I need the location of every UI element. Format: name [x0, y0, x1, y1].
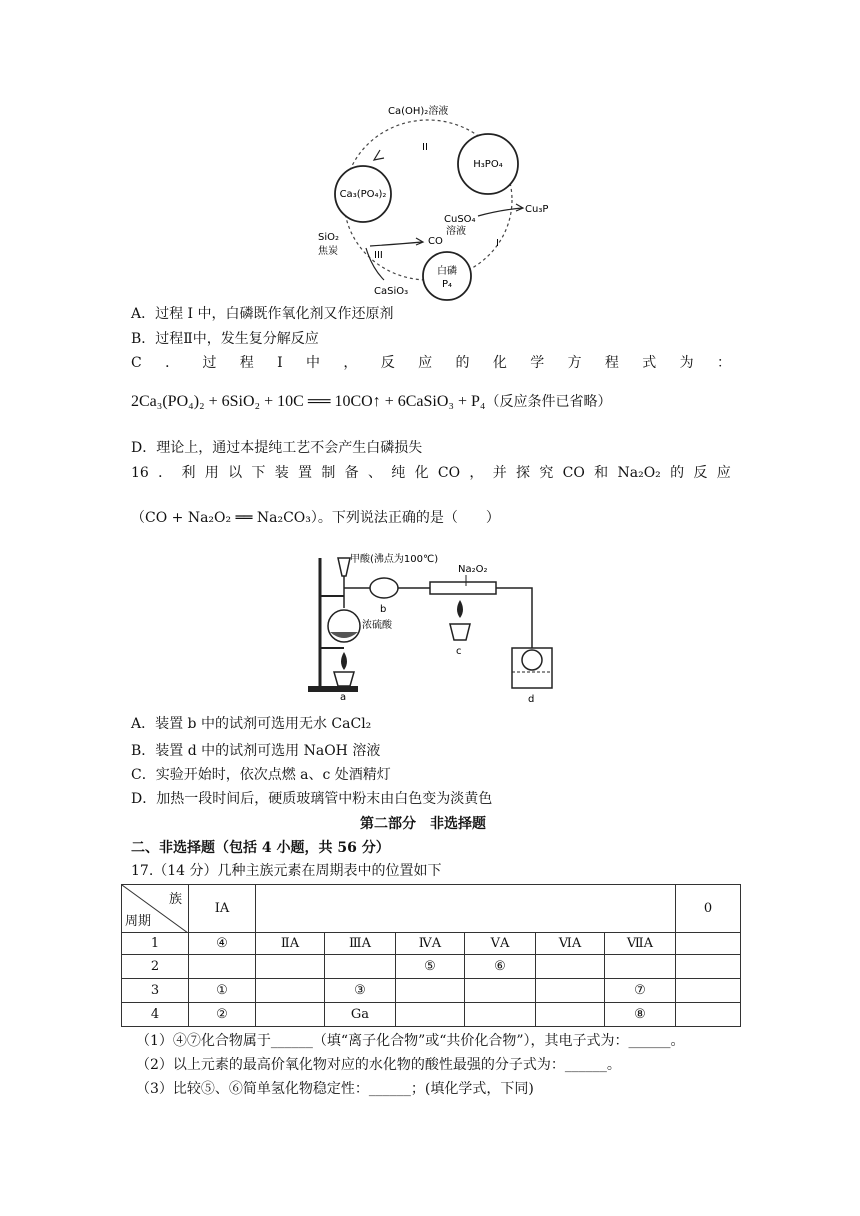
period-cell: 2 — [122, 955, 189, 979]
table-cell: ⅥA — [536, 933, 605, 955]
q17-sub-question-3: （3）比较⑤、⑥简单氢化物稳定性：______；(填化学式，下同) — [136, 1081, 534, 1097]
cuso4-label-1: CuSO₄ — [444, 214, 476, 225]
table-cell: ⅢA — [325, 933, 396, 955]
equation-note: （反应条件已省略） — [485, 394, 612, 410]
q16-option-b: B．装置 d 中的试剂可选用 NaOH 溶液 — [131, 743, 381, 759]
hard-glass-tube — [430, 582, 496, 594]
word: 的 — [670, 465, 685, 481]
arrow-co — [370, 242, 422, 246]
table-cell — [536, 1003, 605, 1027]
word: 16 — [131, 465, 149, 481]
white-p-label-2: P₄ — [441, 279, 453, 290]
table-cell — [465, 979, 536, 1003]
word: 备 — [344, 465, 359, 481]
table-cell: ⅦA — [605, 933, 676, 955]
h3po4-label: H₃PO₄ — [473, 159, 503, 170]
word: Na₂O₂ — [617, 465, 661, 481]
label-c: c — [456, 646, 462, 657]
q16-intro — [131, 463, 731, 483]
word: 应 — [418, 355, 433, 371]
label-a: a — [340, 692, 347, 703]
word: ． — [158, 465, 173, 481]
word: 为 — [679, 355, 694, 371]
coke-label: 焦炭 — [318, 246, 338, 257]
label-b: b — [380, 604, 387, 615]
q15-option-c-equation — [131, 392, 611, 412]
table-cell — [676, 979, 741, 1003]
table-cell: ⅡA — [256, 933, 325, 955]
table-cell — [325, 955, 396, 979]
caoh2-label: Ca(OH)₂溶液 — [388, 106, 449, 117]
drying-tube-b — [370, 578, 398, 598]
table-cell: ⑤ — [396, 955, 465, 979]
q16-option-d: D．加热一段时间后，硬质玻璃管中粉末由白色变为淡黄色 — [131, 791, 493, 807]
table-row — [122, 979, 741, 1003]
word: 制 — [321, 465, 336, 481]
equation: 2Ca₃(PO₄)₂ + 6SiO₂ + 10C ══ 10CO↑ + 6CaSiO₃ + P₄ — [131, 393, 486, 410]
word: 方 — [567, 355, 582, 371]
q17-sub-question-1: （1）④⑦化合物属于______（填“离子化合物”或“共价化合物”），其电子式为：______。 — [136, 1033, 685, 1049]
na2o2-label: Na₂O₂ — [458, 564, 488, 575]
flame-c — [457, 600, 463, 618]
word: 、 — [367, 465, 382, 481]
table-cell: ③ — [325, 979, 396, 1003]
arrow-cu3p — [478, 208, 522, 216]
stand-base — [308, 686, 358, 692]
word: 反 — [380, 355, 395, 371]
word: 中 — [306, 355, 321, 371]
corner-period-label: 周期 — [125, 914, 152, 929]
flame-a — [341, 652, 347, 670]
table-cell — [605, 955, 676, 979]
word: 下 — [251, 465, 266, 481]
table-row — [122, 955, 741, 979]
group-ia-header: IA — [189, 885, 256, 933]
q15-option-b: B．过程Ⅱ中，发生复分解反应 — [131, 331, 319, 347]
casio3-label: CaSiO₃ — [374, 286, 409, 297]
word: ： — [717, 355, 731, 371]
ca3po4-label: Ca₃(PO₄)₂ — [339, 189, 387, 200]
formic-acid-label: 甲酸(沸点为100℃) — [350, 554, 439, 565]
word: ． — [165, 355, 180, 371]
word: 应 — [716, 465, 731, 481]
word: 化 — [492, 355, 507, 371]
word: 究 — [539, 465, 554, 481]
word: 装 — [274, 465, 289, 481]
periodic-table — [121, 884, 741, 1027]
word: 纯 — [391, 465, 406, 481]
q16-option-c: C．实验开始时，依次点燃 a、c 处酒精灯 — [131, 767, 391, 783]
table-cell — [536, 955, 605, 979]
table-cell — [189, 955, 256, 979]
q15-option-c-intro — [131, 353, 731, 373]
word: 过 — [202, 355, 217, 371]
table-cell — [676, 955, 741, 979]
table-row — [122, 1003, 741, 1027]
flask-d — [522, 650, 542, 670]
section-two-heading: 二、非选择题（包括 4 小题，共 56 分） — [131, 840, 390, 856]
period-cell: 3 — [122, 979, 189, 1003]
table-cell: ② — [189, 1003, 256, 1027]
period-cell: 1 — [122, 933, 189, 955]
word: ， — [469, 465, 484, 481]
q15-option-d: D．理论上，通过本提纯工艺不会产生白磷损失 — [131, 440, 423, 456]
header-gap — [256, 885, 676, 933]
q16-option-a: A．装置 b 中的试剂可选用无水 CaCl₂ — [131, 716, 372, 732]
table-cell — [256, 979, 325, 1003]
word: 用 — [204, 465, 219, 481]
q16-equation-line: （CO + Na₂O₂ ══ Na₂CO₃）。下列说法正确的是（ ） — [131, 510, 500, 526]
word: 的 — [455, 355, 470, 371]
word: 学 — [530, 355, 545, 371]
white-p-label-1: 白磷 — [437, 266, 457, 277]
arrow-to-ca3po4 — [374, 150, 384, 160]
table-cell — [676, 933, 741, 955]
co-apparatus-diagram — [300, 548, 560, 708]
corner-group-label: 族 — [168, 892, 182, 907]
table-cell — [536, 979, 605, 1003]
part-two-title: 第二部分 非选择题 — [360, 816, 486, 832]
table-row — [122, 933, 741, 955]
co-label: CO — [428, 236, 443, 247]
word: 反 — [693, 465, 708, 481]
phosphorus-cycle-diagram — [300, 98, 560, 303]
table-cell — [676, 1003, 741, 1027]
word: 式 — [642, 355, 657, 371]
word: 以 — [228, 465, 243, 481]
conc-sulfuric-acid-label: 浓硫酸 — [362, 620, 392, 631]
word: 程 — [239, 355, 254, 371]
word: CO — [562, 465, 585, 481]
table-cell: ⑦ — [605, 979, 676, 1003]
roman-2-label: II — [422, 142, 428, 153]
q17-sub-question-2: （2）以上元素的最高价氧化物对应的水化物的酸性最强的分子式为：______。 — [136, 1057, 621, 1073]
roman-1-label: I — [496, 238, 499, 249]
period-cell: 4 — [122, 1003, 189, 1027]
q17-stem: 17.（14 分）几种主族元素在周期表中的位置如下 — [131, 863, 442, 879]
table-cell: Ga — [325, 1003, 396, 1027]
table-cell — [256, 955, 325, 979]
dropping-funnel — [338, 558, 350, 576]
group-zero-header: 0 — [676, 885, 741, 933]
sio2-label: SiO₂ — [318, 232, 340, 243]
word: 并 — [492, 465, 507, 481]
word: CO — [437, 465, 461, 481]
table-cell: ⅣA — [396, 933, 465, 955]
burner-a — [334, 672, 354, 686]
table-cell — [465, 1003, 536, 1027]
table-cell: ⅤA — [465, 933, 536, 955]
table-cell — [396, 1003, 465, 1027]
table-cell: ⑥ — [465, 955, 536, 979]
cuso4-label-2: 溶液 — [446, 226, 466, 237]
word: 探 — [516, 465, 531, 481]
word: C — [131, 355, 142, 371]
table-cell: ④ — [189, 933, 256, 955]
word: 化 — [414, 465, 429, 481]
cu3p-label: Cu₃P — [525, 204, 549, 215]
label-d: d — [528, 694, 535, 705]
table-cell: ① — [189, 979, 256, 1003]
word: 利 — [181, 465, 196, 481]
word: 程 — [604, 355, 619, 371]
arrow-co-head — [416, 238, 423, 245]
word: I — [277, 355, 283, 371]
word: 置 — [298, 465, 313, 481]
table-cell — [256, 1003, 325, 1027]
table-cell — [396, 979, 465, 1003]
arrow-cu3p-head — [516, 204, 523, 211]
roman-3-label: III — [374, 250, 383, 261]
burner-c — [450, 624, 470, 640]
table-cell: ⑧ — [605, 1003, 676, 1027]
word: ， — [343, 355, 358, 371]
corner-cell — [122, 885, 189, 933]
word: 和 — [594, 465, 609, 481]
q15-option-a: A．过程 I 中，白磷既作氧化剂又作还原剂 — [131, 306, 394, 322]
